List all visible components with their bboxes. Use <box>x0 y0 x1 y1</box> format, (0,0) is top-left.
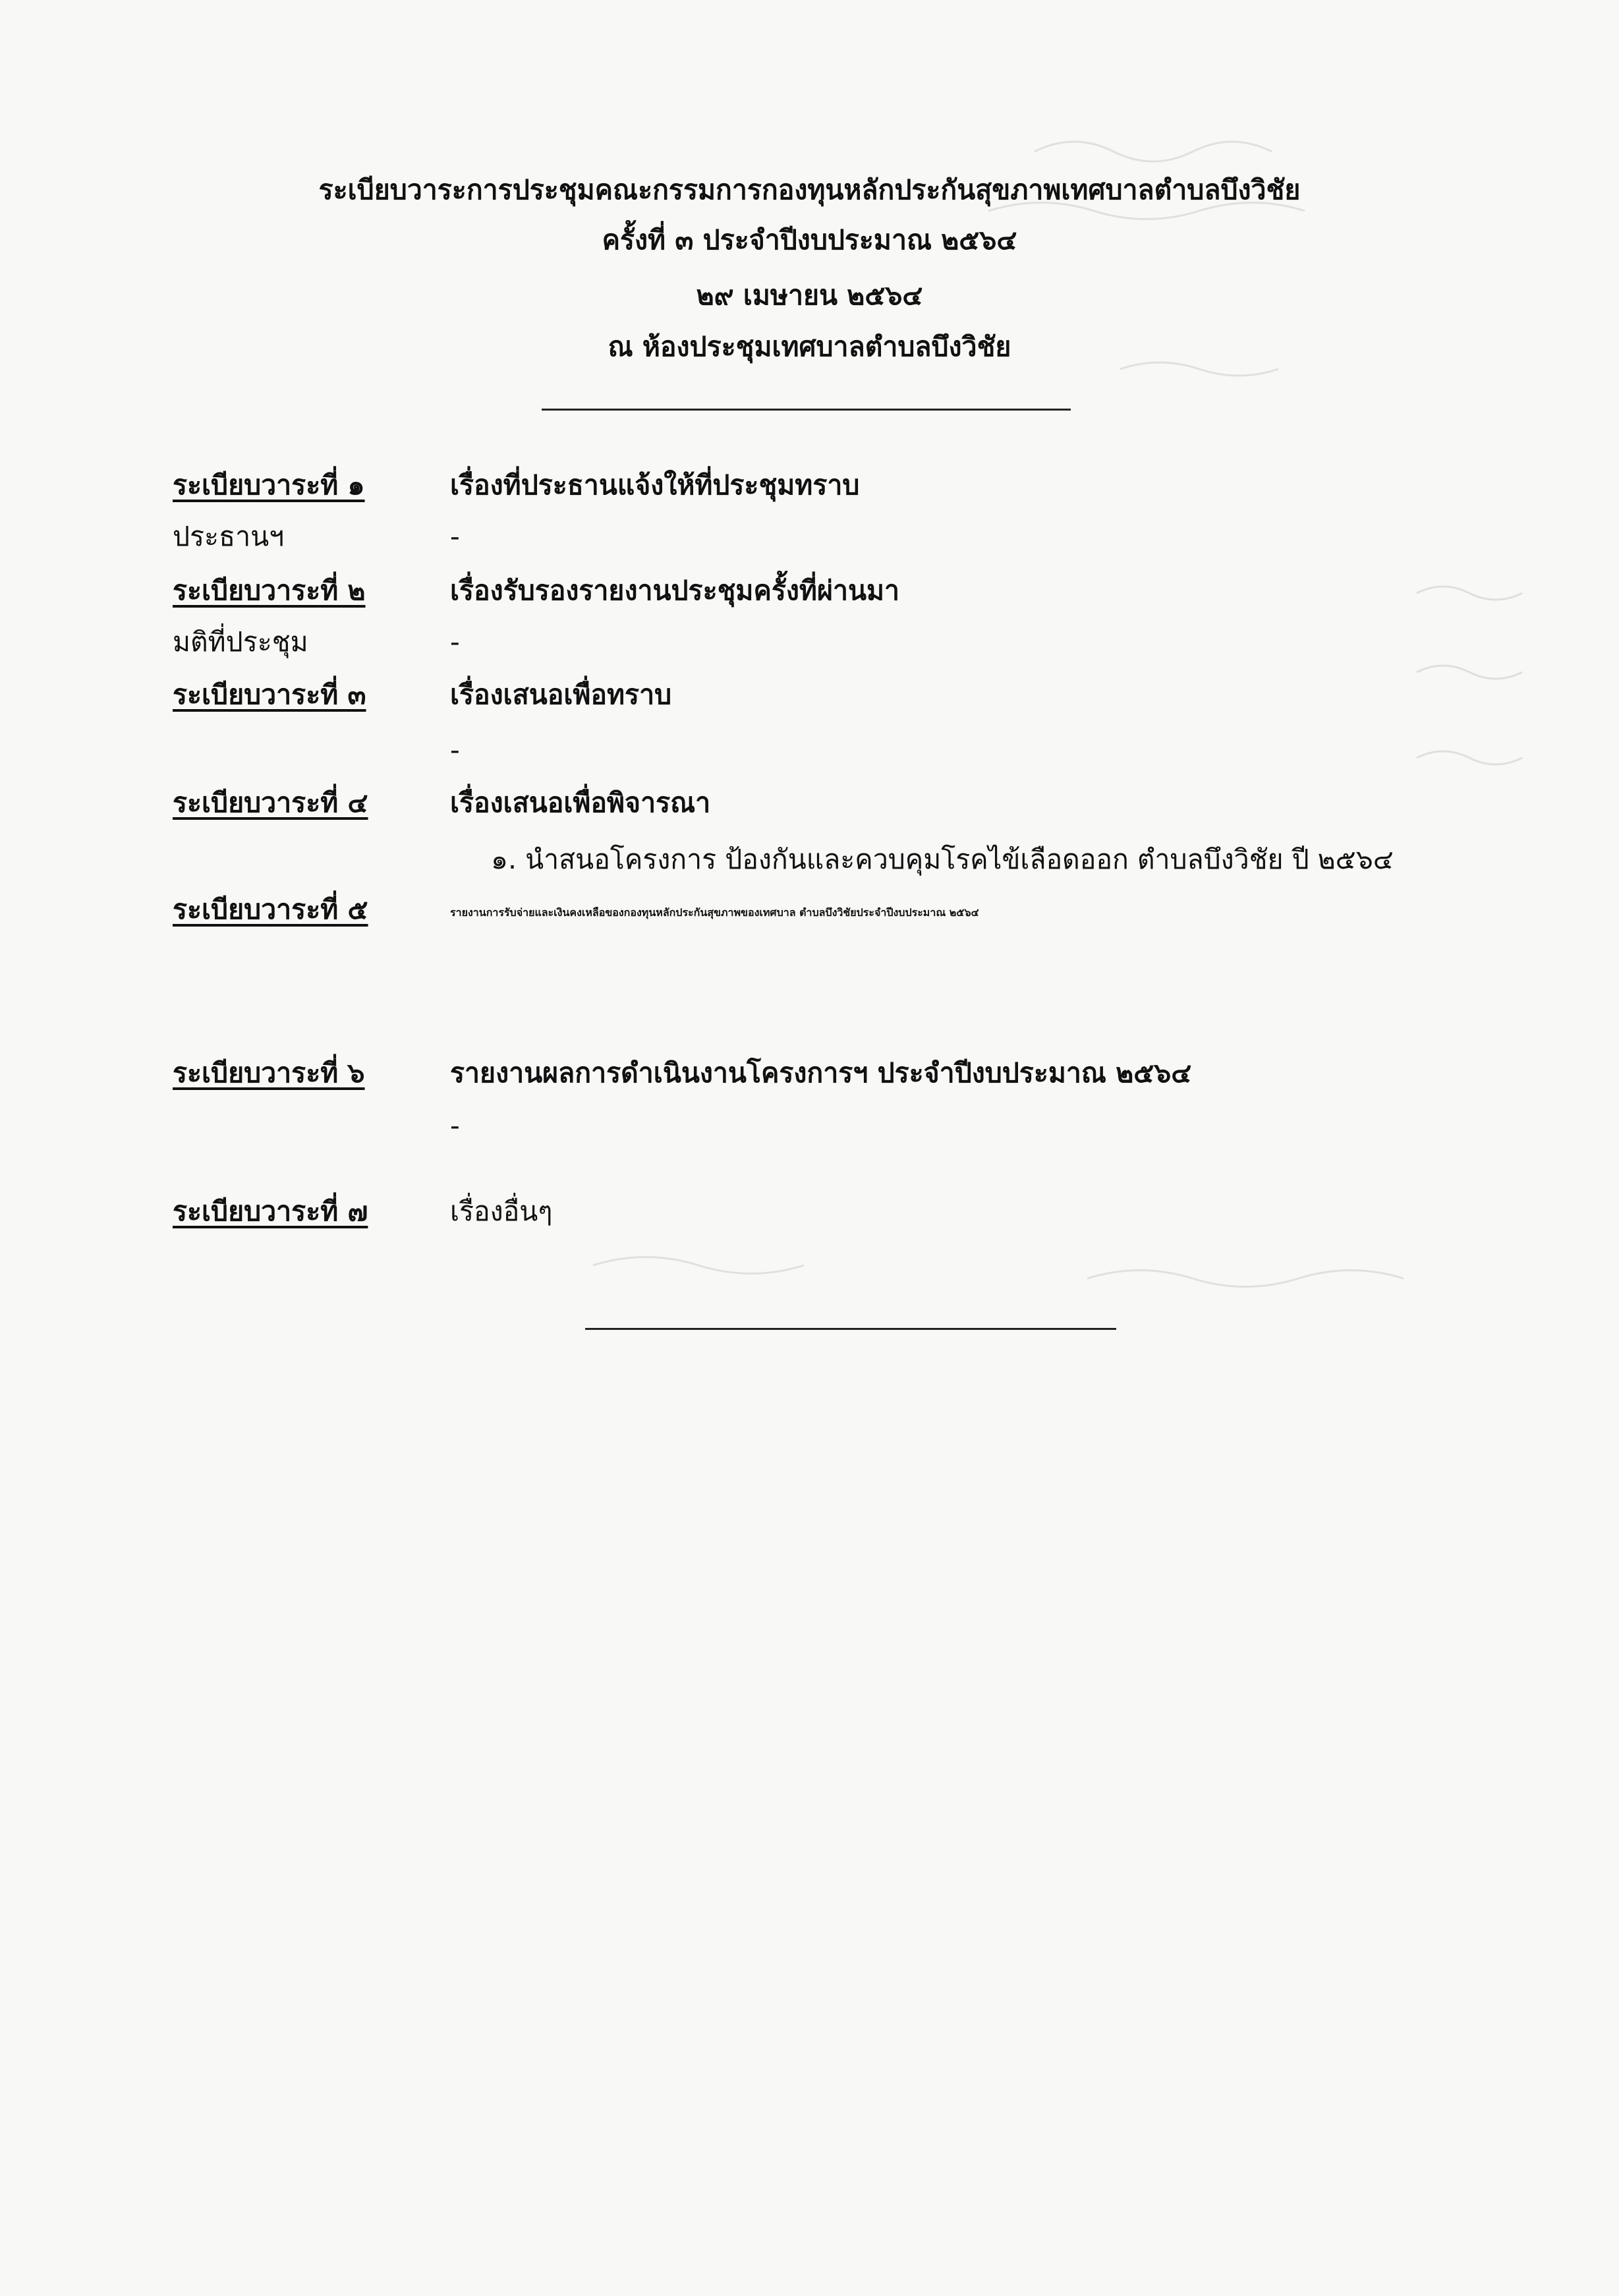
agenda-label-2: ระเบียบวาระที่ ๒ <box>173 575 366 606</box>
agenda-label-6: ระเบียบวาระที่ ๖ <box>173 1057 365 1089</box>
agenda-6-value: - <box>450 1110 460 1141</box>
agenda-title-6: รายงานผลการดำเนินงานโครงการฯ ประจำปีงบประมาณ ๒๕๖๔ <box>450 1057 1192 1089</box>
agenda-label-3: ระเบียบวาระที่ ๓ <box>173 679 366 710</box>
chairman-label: ประธานฯ <box>173 521 285 552</box>
agenda-title-5: รายงานการรับจ่ายและเงินคงเหลือของกองทุนหลักประกันสุขภาพของเทศบาล ตำบลบึงวิชัยประจำปีงบประมาณ ๒๕๖๔ <box>450 906 979 919</box>
agenda-title-7: เรื่องอื่นๆ <box>450 1195 553 1227</box>
agenda-title-4: เรื่องเสนอเพื่อพิจารณา <box>450 787 711 818</box>
header-location: ณ ห้องประชุมเทศบาลตำบลบึงวิชัย <box>608 331 1011 362</box>
header-title: ระเบียบวาระการประชุมคณะกรรมการกองทุนหลักประกันสุขภาพเทศบาลตำบลบึงวิชัย <box>318 174 1301 206</box>
header-divider <box>542 409 1071 411</box>
agenda-label-1: ระเบียบวาระที่ ๑ <box>173 469 365 501</box>
agenda-label-5: ระเบียบวาระที่ ๕ <box>173 894 368 925</box>
agenda-3-value: - <box>450 734 460 766</box>
agenda-label-7: ระเบียบวาระที่ ๗ <box>173 1195 368 1227</box>
agenda-title-3: เรื่องเสนอเพื่อทราบ <box>450 679 672 710</box>
agenda-4-subitem-1: ๑. นำสนอโครงการ ป้องกันและควบคุมโรคไข้เลือดออก ตำบลบึงวิชัย ปี ๒๕๖๔ <box>491 844 1394 875</box>
header-date: ๒๙ เมษายน ๒๕๖๔ <box>696 279 923 311</box>
header-meeting-number: ครั้งที่ ๓ ประจำปีงบประมาณ ๒๕๖๔ <box>602 224 1017 256</box>
agenda-title-1: เรื่องที่ประธานแจ้งให้ที่ประชุมทราบ <box>450 469 860 501</box>
agenda-label-4: ระเบียบวาระที่ ๔ <box>173 787 368 818</box>
resolution-value: - <box>450 626 460 658</box>
footer-divider <box>585 1328 1116 1330</box>
resolution-label: มติที่ประชุม <box>173 626 308 658</box>
chairman-value: - <box>450 521 460 552</box>
agenda-title-2: เรื่องรับรองรายงานประชุมครั้งที่ผ่านมา <box>450 575 900 606</box>
